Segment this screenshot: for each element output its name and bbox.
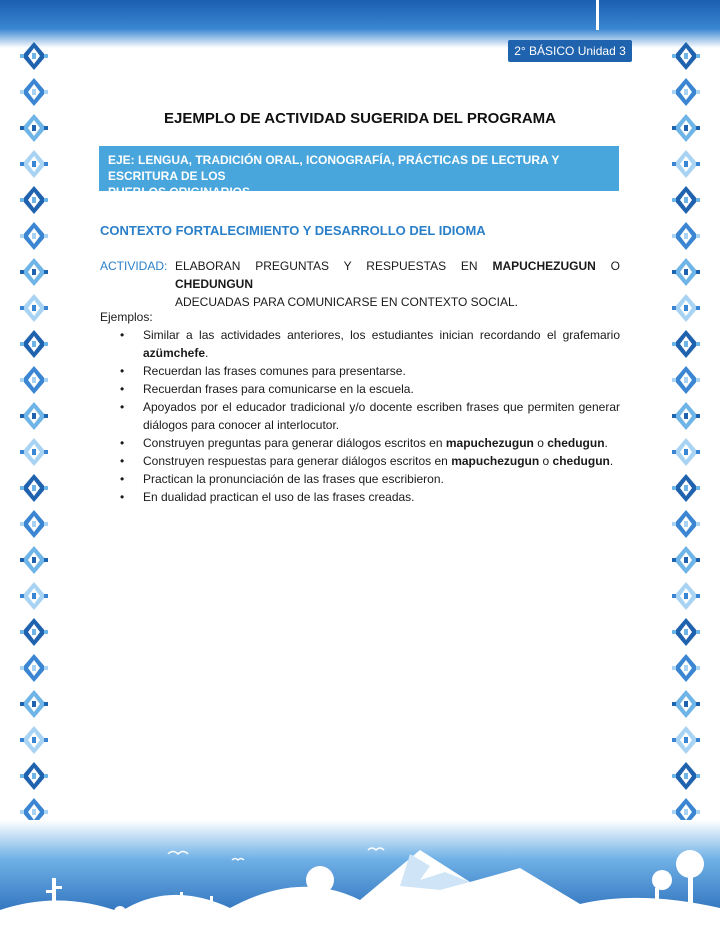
list-item [100, 326, 620, 362]
mapuche-pattern-icon [670, 472, 702, 504]
mapuche-pattern-icon [18, 400, 50, 432]
eje-banner [99, 146, 619, 199]
mapuche-pattern-icon [670, 436, 702, 468]
mapuche-pattern-icon [18, 544, 50, 576]
list-item [100, 470, 620, 488]
mapuche-pattern-icon [18, 220, 50, 252]
bullet-icon: • [120, 400, 125, 414]
mapuche-pattern-icon [18, 148, 50, 180]
activity-text-a: ELABORAN PREGUNTAS Y RESPUESTAS EN [175, 259, 493, 273]
examples-label: Ejemplos: [100, 310, 153, 324]
examples-list [100, 326, 620, 506]
left-pattern-border [12, 40, 56, 840]
list-item-mid: o [533, 436, 548, 450]
list-item-b2: chedugun [552, 454, 610, 468]
mapuche-pattern-icon [18, 760, 50, 792]
band-divider [596, 0, 599, 30]
landscape-silhouette-icon [0, 820, 720, 932]
eje-line-1: EJE: LENGUA, TRADICIÓN ORAL, ICONOGRAFÍA, PRÁCTICAS DE LECTURA Y ESCRITURA DE LOS [108, 153, 560, 183]
mapuche-pattern-icon [18, 580, 50, 612]
activity-text-b: O [595, 259, 621, 273]
eje-line-2: PUEBLOS ORIGINARIOS [108, 185, 251, 199]
mapuche-pattern-icon [18, 688, 50, 720]
mapuche-pattern-icon [18, 508, 50, 540]
list-item-mid: o [539, 454, 553, 468]
activity-block [100, 257, 620, 311]
mapuche-pattern-icon [670, 652, 702, 684]
list-item [100, 488, 620, 506]
list-item-b2: chedugun [547, 436, 605, 450]
mapuche-pattern-icon [670, 40, 702, 72]
mapuche-pattern-icon [670, 508, 702, 540]
mapuche-pattern-icon [670, 256, 702, 288]
bullet-icon: • [120, 364, 125, 378]
right-pattern-border [664, 40, 708, 840]
mapuche-pattern-icon [670, 148, 702, 180]
list-item [100, 434, 620, 452]
mapuche-pattern-icon [670, 688, 702, 720]
activity-label: ACTIVIDAD [100, 259, 165, 273]
mapuche-pattern-icon [670, 112, 702, 144]
bullet-icon: • [120, 472, 125, 486]
list-item-b1: azümchefe [143, 346, 206, 360]
list-item-mid: . [205, 346, 209, 360]
activity-line-2: ADECUADAS PARA COMUNICARSE EN CONTEXTO SOCIAL. [175, 295, 518, 309]
list-item [100, 452, 620, 470]
mapuche-pattern-icon [670, 184, 702, 216]
list-item-post: . [609, 454, 614, 468]
bullet-icon: • [120, 436, 125, 450]
list-item-pre: Similar a las actividades anteriores, los estudiantes inician recordando el grafemario [143, 328, 620, 342]
list-item-pre: Apoyados por el educador tradicional y/o docente escriben frases que permiten generar diálogos para conocer al interlocutor. [143, 400, 620, 432]
mapuche-pattern-icon [18, 184, 50, 216]
mapuche-pattern-icon [18, 112, 50, 144]
examples-block [100, 308, 620, 506]
list-item-pre: En dualidad practican el uso de las frases creadas. [143, 490, 415, 504]
list-item-post: . [604, 436, 608, 450]
list-item-pre: Construyen respuestas para generar diálogos escritos en [143, 454, 452, 468]
list-item-b1: mapuchezugun [445, 436, 534, 450]
page-title: EJEMPLO DE ACTIVIDAD SUGERIDA DEL PROGRAMA [164, 110, 556, 127]
bullet-icon: • [120, 490, 125, 504]
list-item [100, 398, 620, 434]
activity-text [175, 257, 620, 293]
bullet-icon: • [120, 382, 125, 396]
mapuche-pattern-icon [670, 400, 702, 432]
list-item-pre: Practican la pronunciación de las frases que escribieron. [143, 472, 444, 486]
list-item [100, 380, 620, 398]
mapuche-pattern-icon [670, 364, 702, 396]
list-item-b1: mapuchezugun [451, 454, 540, 468]
mapuche-pattern-icon [18, 364, 50, 396]
mapuche-pattern-icon [18, 724, 50, 756]
activity-bold-a: MAPUCHEZUGUN [492, 259, 596, 273]
mapuche-pattern-icon [18, 328, 50, 360]
mapuche-pattern-icon [670, 724, 702, 756]
activity-bold-b: CHEDUNGUN [175, 277, 253, 291]
mapuche-pattern-icon [670, 544, 702, 576]
unit-badge: 2° BÁSICO Unidad 3 [508, 40, 632, 62]
mapuche-pattern-icon [670, 76, 702, 108]
mapuche-pattern-icon [18, 76, 50, 108]
activity-label-wrap [100, 257, 175, 293]
list-item-pre: Recuerdan frases para comunicarse en la escuela. [143, 382, 414, 396]
section-heading: CONTEXTO FORTALECIMIENTO Y DESARROLLO DEL IDIOMA [100, 223, 486, 238]
mapuche-pattern-icon [18, 256, 50, 288]
mapuche-pattern-icon [670, 760, 702, 792]
mapuche-pattern-icon [670, 328, 702, 360]
mapuche-pattern-icon [18, 472, 50, 504]
mapuche-pattern-icon [670, 616, 702, 648]
mapuche-pattern-icon [18, 652, 50, 684]
mapuche-pattern-icon [18, 436, 50, 468]
mapuche-pattern-icon [670, 292, 702, 324]
mapuche-pattern-icon [670, 580, 702, 612]
bullet-icon: • [120, 328, 125, 342]
list-item-pre: Construyen preguntas para generar diálogos escritos en [143, 436, 446, 450]
list-item [100, 362, 620, 380]
mapuche-pattern-icon [18, 40, 50, 72]
mapuche-pattern-icon [18, 292, 50, 324]
list-item-pre: Recuerdan las frases comunes para presentarse. [143, 364, 406, 378]
mapuche-pattern-icon [670, 220, 702, 252]
mapuche-pattern-icon [18, 616, 50, 648]
bullet-icon: • [120, 454, 125, 468]
activity-colon: : [164, 259, 168, 273]
